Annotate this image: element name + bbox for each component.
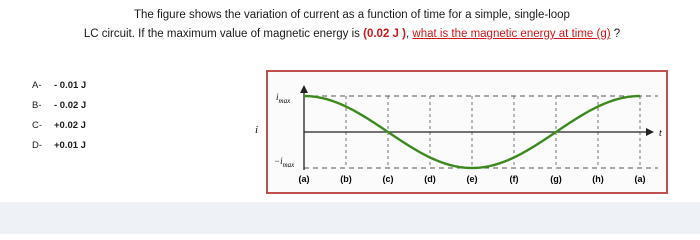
option-b[interactable]	[32, 96, 86, 116]
t-axis-label: t	[659, 128, 662, 139]
time-label: (d)	[424, 174, 436, 184]
answer-options	[32, 76, 86, 156]
option-a[interactable]	[32, 76, 86, 96]
question-line-1: The figure shows the variation of current as a function of time for a simple, single-loop	[134, 9, 570, 21]
bottom-strip	[0, 202, 700, 234]
time-label: (a)	[298, 174, 310, 184]
neg-i-max-label: $-i_{max}$	[274, 156, 295, 169]
option-c[interactable]	[32, 116, 86, 136]
option-letter: B-	[32, 100, 42, 111]
question-text	[12, 6, 692, 44]
energy-value-close: )	[402, 28, 406, 40]
option-letter: A-	[32, 80, 42, 91]
option-letter: C-	[32, 120, 43, 131]
current-axis-arrow-icon	[300, 85, 308, 93]
energy-value-open: (	[363, 28, 367, 40]
time-label: (c)	[382, 174, 394, 184]
i-max-label: $i_{max}$	[276, 92, 291, 105]
time-label: (h)	[592, 174, 604, 184]
time-label: (a)	[634, 174, 646, 184]
question-line-2	[12, 25, 692, 44]
current-axis-symbol: i	[255, 124, 259, 136]
time-label: (g)	[550, 174, 562, 184]
time-axis-arrow-icon	[646, 128, 654, 136]
option-text: +0.01 J	[54, 140, 86, 151]
question-mark: ?	[613, 28, 621, 40]
current-graph	[266, 70, 668, 194]
option-letter: D-	[32, 140, 43, 151]
asked-question: what is the magnetic energy at time (g)	[412, 28, 611, 40]
energy-value: 0.02 J	[366, 28, 399, 40]
current-graph-svg	[268, 72, 666, 192]
option-text: - 0.01 J	[54, 80, 87, 91]
question-separator: ,	[406, 28, 410, 40]
option-text: +0.02 J	[54, 120, 86, 131]
question-line-2-prefix: LC circuit. If the maximum value of magnetic energy is	[83, 28, 360, 40]
time-label: (b)	[340, 174, 352, 184]
time-label: (e)	[466, 174, 478, 184]
time-label: (f)	[509, 174, 519, 184]
option-d[interactable]	[32, 136, 86, 156]
option-text: - 0.02 J	[54, 100, 87, 111]
